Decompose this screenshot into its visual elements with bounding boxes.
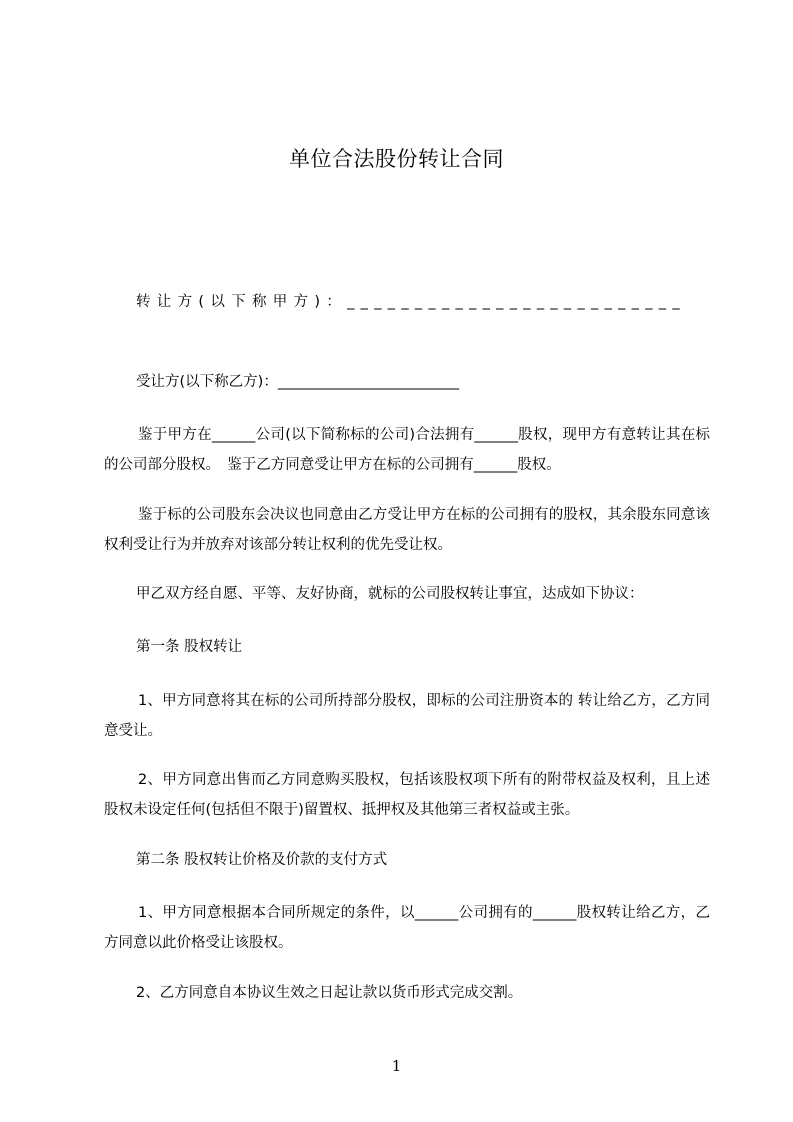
page-number: 1 (391, 1057, 402, 1075)
paragraph-recital-1: 鉴于甲方在______公司(以下简称标的公司)合法拥有______股权，现甲方有意转让其在标的公司部分股权。 鉴于乙方同意受让甲方在标的公司拥有______股权。 (104, 427, 710, 473)
document-title: 单位合法股份转让合同 (289, 147, 504, 171)
article-2-heading: 第二条 股权转让价格及价款的支付方式 (136, 852, 388, 868)
article-1-clause-2: 2、甲方同意出售而乙方同意购买股权，包括该股权项下所有的附带权益及权利，且上述股权未设定任何(包括但不限于)留置权、抵押权及其他第三者权益或主张。 (104, 772, 710, 818)
transferor-line: 转让方(以下称甲方)：_________________________ (136, 294, 686, 310)
article-2-clause-2: 2、乙方同意自本协议生效之日起让款以货币形式完成交割。 (136, 985, 523, 1001)
article-2-clause-1: 1、甲方同意根据本合同所规定的条件，以______公司拥有的______股权转让给乙方，乙方同意以此价格受让该股权。 (104, 905, 710, 951)
paragraph-agreement-intro: 甲乙双方经自愿、平等、友好协商，就标的公司股权转让事宜，达成如下协议： (136, 586, 644, 602)
article-1-clause-1: 1、甲方同意将其在标的公司所持部分股权，即标的公司注册资本的 转让给乙方，乙方同意受让。 (104, 693, 710, 739)
transferee-line: 受让方(以下称乙方)：_________________________ (136, 374, 460, 390)
article-1-heading: 第一条 股权转让 (136, 639, 243, 655)
paragraph-recital-2: 鉴于标的公司股东会决议也同意由乙方受让甲方在标的公司拥有的股权，其余股东同意该权利受让行为并放弃对该部分转让权利的优先受让权。 (104, 507, 710, 553)
